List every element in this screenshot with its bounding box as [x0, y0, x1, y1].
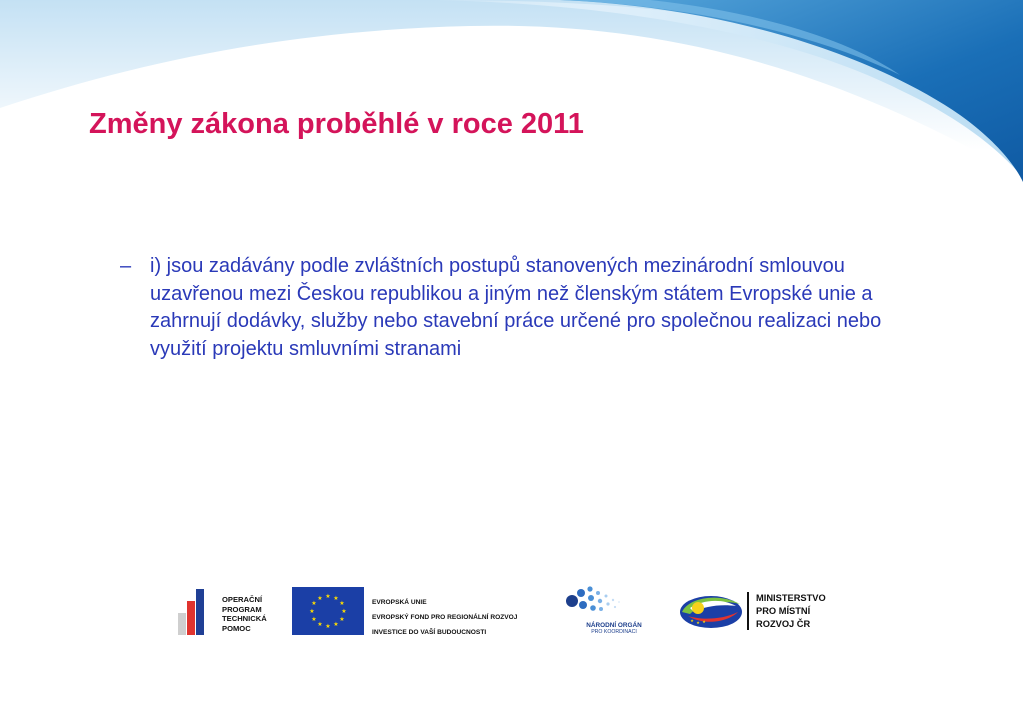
- mmr-logo-text: [756, 592, 826, 631]
- optp-logo-text: [222, 595, 267, 634]
- nok-dots-logo: [562, 585, 632, 623]
- nok-line2: PRO KOORDINACI: [591, 629, 637, 635]
- bullet-list: [120, 253, 930, 363]
- optp-line: POMOC: [222, 624, 251, 634]
- optp-line: PROGRAM: [222, 604, 262, 614]
- svg-text:★: ★: [311, 616, 317, 623]
- svg-text:★: ★: [690, 618, 694, 623]
- mmr-line: PRO MÍSTNÍ: [756, 606, 811, 616]
- eu-line: EVROPSKÁ UNIE: [372, 599, 427, 606]
- svg-text:★: ★: [333, 621, 339, 628]
- mmr-line: MINISTERSTVO: [756, 593, 826, 603]
- optp-line: OPERAČNÍ: [222, 595, 263, 604]
- svg-text:★: ★: [325, 593, 331, 600]
- bullet-text: i) jsou zadávány podle zvláštních postupů stanovených mezinárodní smlouvou uzavřenou mezi Českou republikou a jiným než členským státem Evropské unie a zahrnují dodávky, služby nebo stavební práce určené pro společnou realizaci nebo využití projektu smluvními stranami: [150, 255, 882, 360]
- mmr-divider: [747, 592, 749, 630]
- mmr-line: ROZVOJ ČR: [756, 619, 811, 629]
- svg-text:★: ★: [696, 620, 700, 625]
- svg-text:★: ★: [317, 595, 323, 602]
- optp-line: TECHNICKÁ: [222, 614, 267, 624]
- optp-logo-bars: [176, 585, 220, 637]
- svg-text:★: ★: [311, 600, 317, 607]
- svg-text:★: ★: [333, 595, 339, 602]
- eu-flag-icon: [292, 587, 364, 635]
- eu-line: EVROPSKÝ FOND PRO REGIONÁLNÍ ROZVOJ: [372, 614, 518, 621]
- mmr-emblem-icon: [678, 590, 744, 630]
- svg-text:★: ★: [339, 616, 345, 623]
- svg-text:★: ★: [339, 600, 345, 607]
- nok-line1: NÁRODNÍ ORGÁN: [586, 622, 642, 629]
- svg-text:★: ★: [702, 619, 706, 624]
- list-item: [120, 253, 930, 363]
- eu-line: INVESTICE DO VAŠÍ BUDOUCNOSTI: [372, 629, 487, 636]
- eu-logo-text: [372, 595, 517, 640]
- svg-text:★: ★: [341, 608, 347, 615]
- svg-text:★: ★: [325, 623, 331, 630]
- svg-text:★: ★: [317, 621, 323, 628]
- bullet-marker: –: [120, 255, 132, 277]
- svg-text:★: ★: [309, 608, 315, 615]
- slide-title: Změny zákona proběhlé v roce 2011: [89, 108, 584, 140]
